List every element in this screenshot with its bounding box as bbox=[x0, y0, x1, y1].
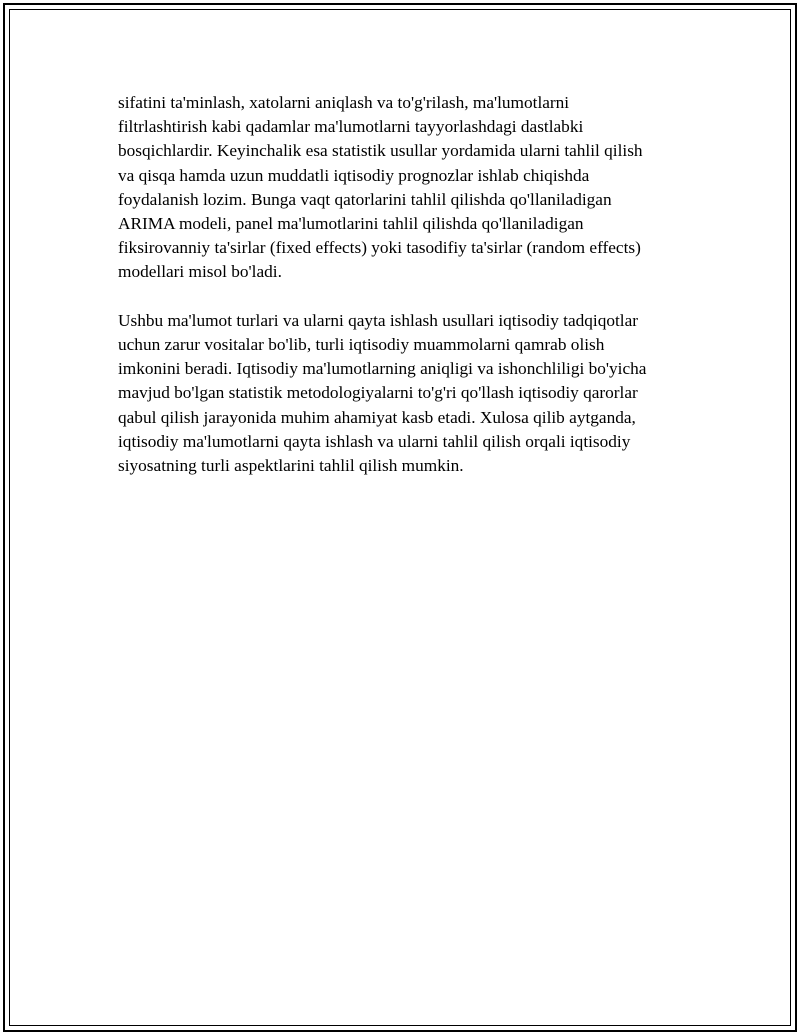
paragraph-line: fiksirovanniy ta'sirlar (fixed effects) yoki tasodifiy ta'sirlar (random effects) bbox=[118, 238, 641, 258]
paragraph-line: ARIMA modeli, panel ma'lumotlarini tahlil qilishda qo'llaniladigan bbox=[118, 214, 584, 234]
paragraph-line: siyosatning turli aspektlarini tahlil qilish mumkin. bbox=[118, 456, 464, 476]
paragraph-line: sifatini ta'minlash, xatolarni aniqlash va to'g'rilash, ma'lumotlarni bbox=[118, 93, 570, 112]
paragraph-line: filtrlashtirish kabi qadamlar ma'lumotlarni tayyorlashdagi dastlabki bbox=[118, 117, 584, 137]
paragraph-line: qabul qilish jarayonida muhim ahamiyat kasb etadi. Xulosa qilib aytganda, bbox=[118, 407, 636, 427]
paragraph-line: foydalanish lozim. Bunga vaqt qatorlarini tahlil qilishda qo'llaniladigan bbox=[118, 189, 612, 209]
paragraph-line: Ushbu ma'lumot turlari va ularni qayta ishlash usullari iqtisodiy tadqiqotlar bbox=[118, 310, 639, 330]
paragraph-1 bbox=[118, 91, 688, 285]
paragraph-line: uchun zarur vositalar bo'lib, turli iqtisodiy muammolarni qamrab olish bbox=[118, 335, 605, 355]
paragraph-line: bosqichlardir. Keyinchalik esa statistik usullar yordamida ularni tahlil qilish bbox=[118, 141, 643, 161]
paragraph-line: va qisqa hamda uzun muddatli iqtisodiy prognozlar ishlab chiqishda bbox=[118, 165, 590, 185]
paragraph-line: imkonini beradi. Iqtisodiy ma'lumotlarning aniqligi va ishonchliligi bo'yicha bbox=[118, 359, 647, 379]
paragraph-spacer bbox=[118, 285, 688, 309]
paragraph-2 bbox=[118, 309, 688, 478]
paragraph-line: iqtisodiy ma'lumotlarni qayta ishlash va ularni tahlil qilish orqali iqtisodiy bbox=[118, 431, 631, 451]
paragraph-line: mavjud bo'lgan statistik metodologiyalarni to'g'ri qo'llash iqtisodiy qarorlar bbox=[118, 383, 638, 403]
document-body bbox=[118, 91, 688, 478]
paragraph-line: modellari misol bo'ladi. bbox=[118, 262, 282, 282]
